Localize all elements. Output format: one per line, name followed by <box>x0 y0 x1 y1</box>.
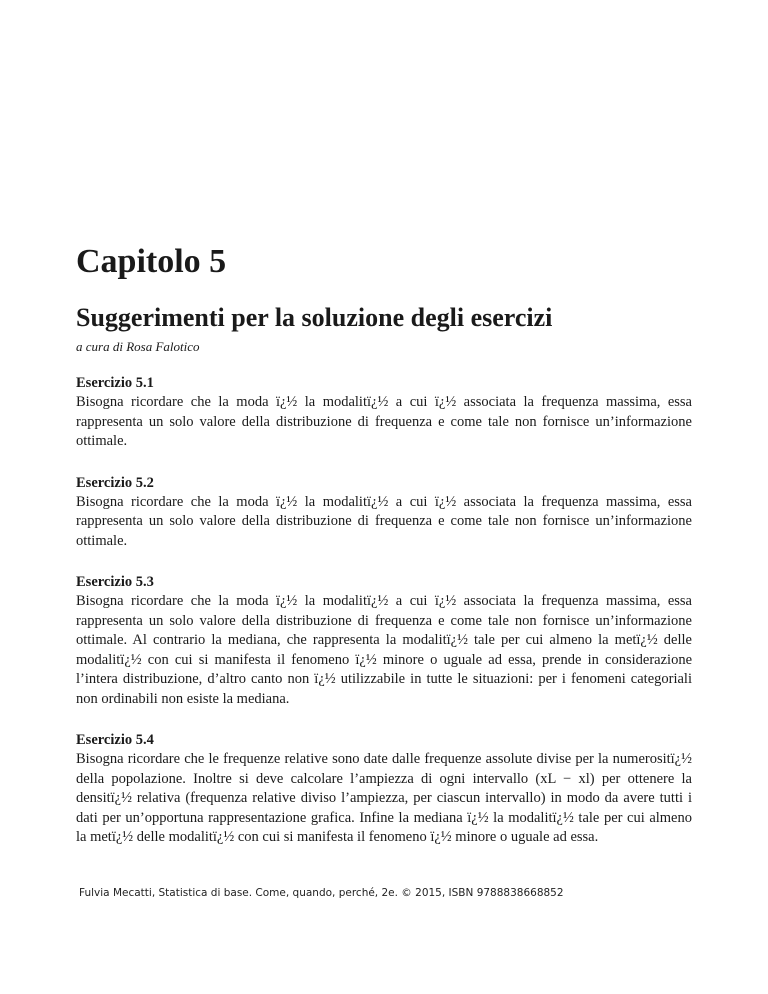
exercise-list <box>76 373 692 869</box>
exercise-heading: Esercizio 5.4 <box>76 732 154 748</box>
exercise-heading: Esercizio 5.2 <box>76 474 154 491</box>
exercise-5-4 <box>76 730 692 848</box>
author-credit: a cura di Rosa Falotico <box>76 339 200 354</box>
section-title: Suggerimenti per la soluzione degli esercizi <box>76 303 553 332</box>
exercise-body: Bisogna ricordare che la moda ï¿½ la modalitï¿½ a cui ï¿½ associata la frequenza massima, essa rappresenta un solo valore della distribuzione di frequenza e come tale non fornisce un’informazione ottimale. <box>76 394 692 449</box>
exercise-body: Bisogna ricordare che le frequenze relative sono date dalle frequenze assolute divise per la numerositï¿½ della popolazione. Inoltre si deve calcolare l’ampiezza di ogni intervallo (xL − xl) per ottenere la densitï¿½ relativa (frequenza relative diviso l’ampiezza, per ciascun intervallo) in modo da avere tutti i dati per un’opportuna rappresentazione grafica. Infine la mediana ï¿½ la modalitï¿½ tale per cui almeno la metï¿½ delle modalitï¿½ con cui si manifesta il fenomeno ï¿½ minore o uguale ad essa. <box>76 751 692 845</box>
exercise-heading: Esercizio 5.3 <box>76 574 154 590</box>
exercise-5-3 <box>76 572 692 709</box>
exercise-body: Bisogna ricordare che la moda ï¿½ la modalitï¿½ a cui ï¿½ associata la frequenza massima, essa rappresenta un solo valore della distribuzione di frequenza e come tale non fornisce un’informazione ottimale. <box>76 493 692 549</box>
exercise-5-1 <box>76 373 692 452</box>
copyright-footer: Fulvia Mecatti, Statistica di base. Come, quando, perché, 2e. © 2015, ISBN 9788838668852 <box>79 887 564 899</box>
exercise-5-2 <box>76 473 692 552</box>
chapter-title: Capitolo 5 <box>76 243 227 280</box>
exercise-heading: Esercizio 5.1 <box>76 375 154 391</box>
exercise-body: Bisogna ricordare che la moda ï¿½ la modalitï¿½ a cui ï¿½ associata la frequenza massima, essa rappresenta un solo valore della distribuzione di frequenza e come tale non fornisce un’informazione ottimale. Al contrario la mediana, che rappresenta la modalitï¿½ tale per cui almeno la metï¿½ delle modalitï¿½ con cui si manifesta il fenomeno ï¿½ minore o uguale ad essa, prende in considerazione l’intera distribuzione, d’altro canto non ï¿½ utilizzabile in tutte le situazioni: per i fenomeni categoriali non ordinabili non esiste la mediana. <box>76 593 692 707</box>
